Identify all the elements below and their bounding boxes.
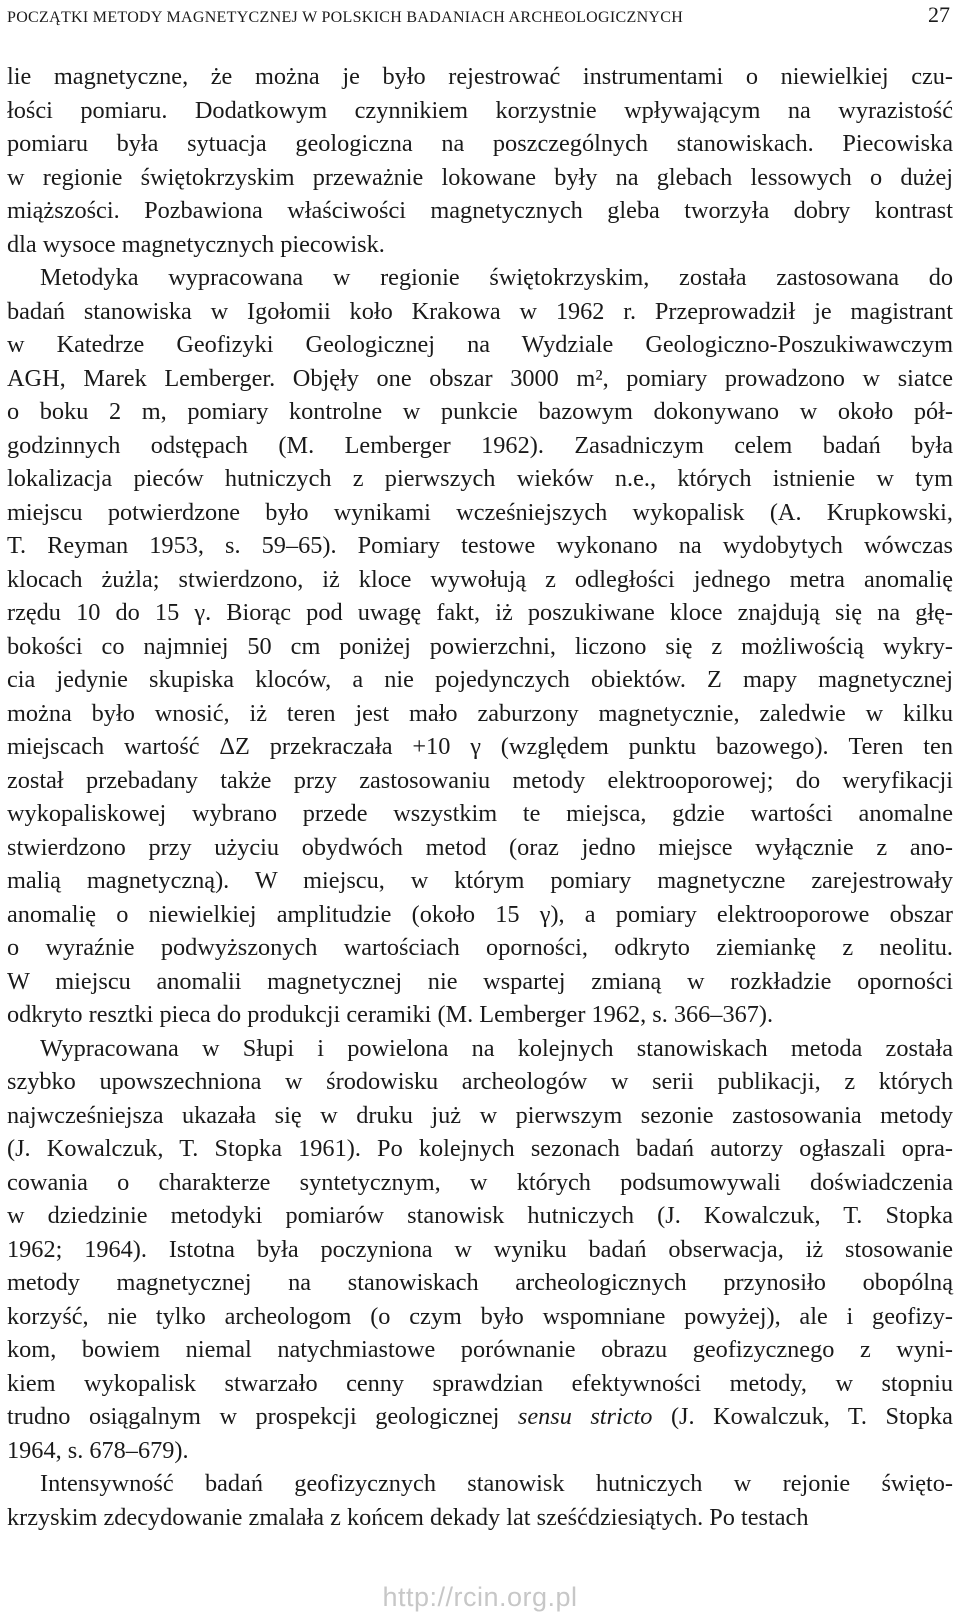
text-line: dla wysoce magnetycznych piecowisk. (7, 230, 385, 258)
text-line: trudno osiągalnym w prospekcji geologicznej sensu stricto (J. Kowalczuk, T. Stopka (7, 1403, 953, 1430)
text-line: lokalizacja pieców hutniczych z pierwszych wieków n.e., których istnienie w tym (7, 465, 953, 492)
text-line: odkryto resztki pieca do produkcji ceramiki (M. Lemberger 1962, s. 366–367). (7, 1001, 774, 1028)
text-line: łości pomiaru. Dodatkowym czynnikiem korzystnie wpływającym na wyrazistość (7, 96, 953, 124)
text-line: badań stanowiska w Igołomii koło Krakowa w 1962 r. Przeprowadził je magistrant (7, 297, 953, 325)
text-line: godzinnych odstępach (M. Lemberger 1962). Zasadniczym celem badań była (7, 431, 953, 459)
text-line: malią magnetyczną). W miejscu, w którym pomiary magnetyczne zarejestrowały (7, 867, 953, 894)
text-line: o wyraźnie podwyższonych wartościach oporności, odkryto ziemiankę z neolitu. (7, 934, 953, 961)
text-line: został przebadany także przy zastosowaniu metody elektrooporowej; do weryfikacji (7, 766, 953, 794)
body-text (7, 60, 953, 1534)
page-header (7, 2, 953, 28)
text-line: o boku 2 m, pomiary kontrolne w punkcie bazowym dokonywano w około pół- (7, 398, 953, 425)
text-line: Intensywność badań geofizycznych stanowisk hutniczych w rejonie święto- (40, 1470, 953, 1497)
text-line: 1962; 1964). Istotna była poczyniona w wyniku badań obserwacja, iż stosowanie (7, 1235, 953, 1263)
text-line: klocach żużla; stwierdzono, iż kloce wywołują z odległości jednego metra anomalię (7, 565, 953, 593)
text-line: lie magnetyczne, że można je było rejestrować instrumentami o niewielkiej czu- (7, 63, 953, 90)
text-line: bokości co najmniej 50 cm poniżej powierzchni, liczono się z możliwością wykry- (7, 632, 953, 660)
text-line: kiem wykopalisk stwarzało cenny sprawdzian efektywności metody, w stopniu (7, 1369, 953, 1397)
text-line: krzyskim zdecydowanie zmalała z końcem dekady lat sześćdziesiątych. Po testach (7, 1503, 809, 1531)
text-line: W miejscu anomalii magnetycznej nie wspartej zmianą w rozkładzie oporności (7, 967, 953, 995)
text-line: szybko upowszechniona w środowisku archeologów w serii publikacji, z których (7, 1068, 953, 1095)
text-line: w Katedrze Geofizyki Geologicznej na Wydziale Geologiczno-Poszukiwawczym (7, 331, 953, 358)
paragraph (7, 1032, 953, 1468)
italic-term: sensu stricto (517, 1403, 653, 1430)
text-line: rzędu 10 do 15 γ. Biorąc pod uwagę fakt, iż poszukiwane kloce znajdują się na głę- (7, 599, 953, 626)
page-number: 27 (928, 2, 950, 27)
text-line: T. Reyman 1953, s. 59–65). Pomiary testowe wykonano na wydobytych wówczas (7, 532, 953, 559)
text-line: Wypracowana w Słupi i powielona na kolejnych stanowiskach metoda została (40, 1034, 953, 1062)
text-line: najwcześniejsza ukazała się w druku już w pierwszym sezonie zastosowania metody (7, 1101, 953, 1129)
running-title: POCZĄTKI METODY MAGNETYCZNEJ W POLSKICH BADANIACH ARCHEOLOGICZNYCH (7, 9, 684, 26)
text-line: Metodyka wypracowana w regionie świętokrzyskim, została zastosowana do (40, 264, 953, 291)
text-line: można było wnosić, iż teren jest mało zaburzony magnetycznie, zaledwie w kilku (7, 699, 953, 727)
text-line: pomiaru była sytuacja geologiczna na poszczególnych stanowiskach. Piecowiska (7, 130, 953, 157)
text-line: anomalię o niewielkiej amplitudzie (około 15 γ), a pomiary elektrooporowe obszar (7, 900, 953, 928)
text-line: miąższości. Pozbawiona właściwości magnetycznych gleba tworzyła dobry kontrast (7, 197, 953, 224)
text-line: cia jedynie skupiska kloców, a nie pojedynczych obiektów. Z mapy magnetycznej (7, 666, 953, 693)
text-line: miejscach wartość ΔZ przekraczała +10 γ (względem punktu bazowego). Teren ten (7, 733, 953, 760)
paragraph (7, 60, 953, 261)
text-line: w dziedzinie metodyki pomiarów stanowisk hutniczych (J. Kowalczuk, T. Stopka (7, 1202, 953, 1229)
paragraph (7, 261, 953, 1032)
text-line: cowania o charakterze syntetycznym, w których podsumowywali doświadczenia (7, 1168, 953, 1196)
paragraph (7, 1467, 953, 1534)
text-line: stwierdzono przy użyciu obydwóch metod (oraz jedno miejsce wyłącznie z ano- (7, 833, 953, 861)
text-line: metody magnetycznej na stanowiskach archeologicznych przynosiło obopólną (7, 1269, 953, 1296)
text-line: kom, bowiem niemal natychmiastowe porównanie obrazu geofizycznego z wyni- (7, 1336, 953, 1363)
text-line: AGH, Marek Lemberger. Objęły one obszar 3000 m², pomiary prowadzono w siatce (7, 364, 953, 392)
text-line: 1964, s. 678–679). (7, 1436, 189, 1464)
text-line: w regionie świętokrzyskim przeważnie lokowane były na glebach lessowych o dużej (7, 163, 953, 191)
text-line: korzyść, nie tylko archeologom (o czym było wspomniane powyżej), ale i geofizy- (7, 1302, 953, 1330)
watermark-url: http://rcin.org.pl (382, 1582, 578, 1612)
text-line: miejscu potwierdzone było wynikami wcześniejszych wykopalisk (A. Krupkowski, (7, 498, 953, 526)
text-line: (J. Kowalczuk, T. Stopka 1961). Po kolejnych sezonach badań autorzy ogłaszali opra- (7, 1135, 953, 1162)
text-line: wykopaliskowej wybrano przede wszystkim te miejsca, gdzie wartości anomalne (7, 800, 953, 827)
